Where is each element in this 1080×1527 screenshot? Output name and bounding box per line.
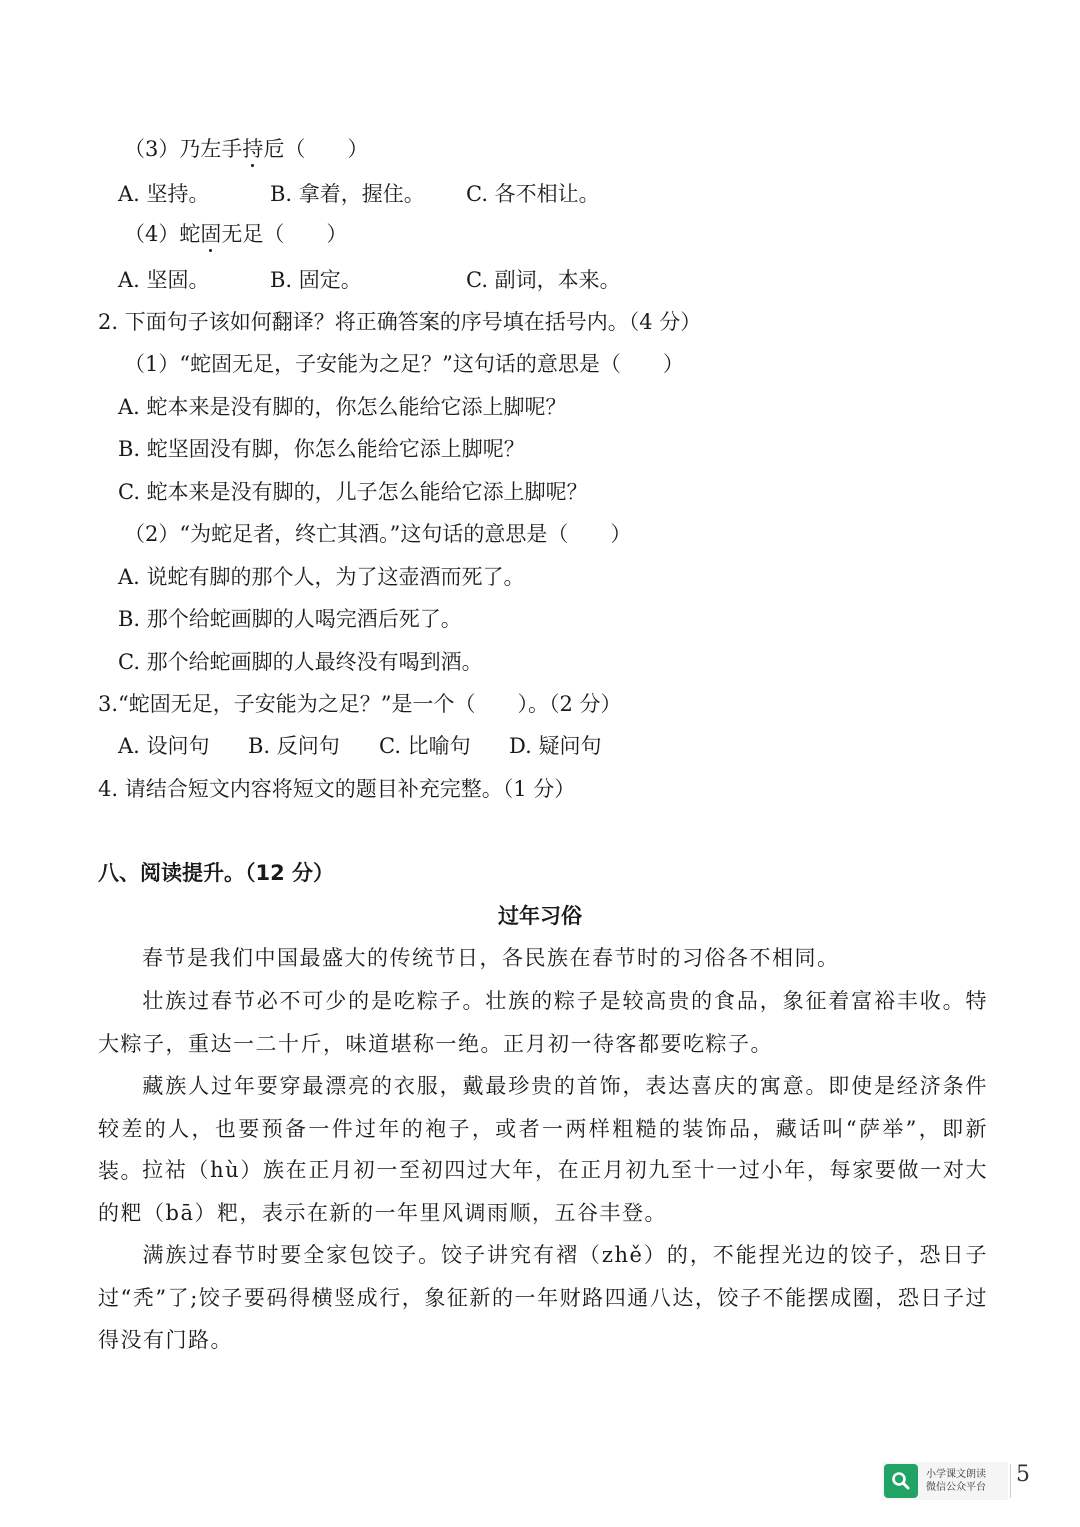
q3-stem: 3.“蛇固无足，子安能为之足？”是一个（ ）。（2 分） bbox=[98, 692, 622, 716]
q1-item4-pre: （4）蛇 bbox=[124, 222, 201, 246]
paragraph-text: 春节是我们中国最盛大的传统节日，各民族在春节时的习俗各不相同。 bbox=[142, 946, 840, 970]
q3-option-a: A. 设问句 bbox=[118, 734, 210, 758]
q1-item3 bbox=[124, 134, 368, 164]
q3-option-b: B. 反问句 bbox=[248, 734, 340, 758]
q1-item3-post: 卮（ ） bbox=[263, 137, 369, 161]
paragraph-text: 壮族过春节必不可少的是吃粽子。壮族的粽子是较高贵的食品，象征着富裕丰收。特大粽子，重达一二十斤，味道堪称一绝。正月初一待客都要吃粽子。 bbox=[98, 989, 988, 1056]
passage-paragraph bbox=[98, 937, 988, 980]
q1-item3-option-b: B. 拿着，握住。 bbox=[270, 182, 425, 206]
logo-line-2: 微信公众平台 bbox=[926, 1482, 986, 1493]
passage-paragraph bbox=[98, 980, 988, 1065]
q2-sub2-option-c: C. 那个给蛇画脚的人最终没有喝到酒。 bbox=[118, 650, 483, 674]
section-heading: 八、阅读提升。（12 分） bbox=[98, 861, 335, 885]
passage-title: 过年习俗 bbox=[498, 904, 582, 928]
passage-paragraph bbox=[98, 1234, 988, 1362]
q2-stem: 2. 下面句子该如何翻译？将正确答案的序号填在括号内。（4 分） bbox=[98, 310, 702, 334]
q1-item4-dotted-char: 固 bbox=[200, 219, 221, 249]
page-number: 5 bbox=[1016, 1462, 1030, 1487]
q1-item3-option-c: C. 各不相让。 bbox=[466, 182, 600, 206]
q1-item4-post: 无足（ ） bbox=[221, 222, 348, 246]
footer-divider bbox=[1010, 1464, 1011, 1498]
paragraph-text: 拉祜（hù）族在正月初一至初四过大年，在正月初九至十一过小年，每家要做一对大的粑（bā）粑，表示在新的一年里风调雨顺，五谷丰登。 bbox=[98, 1158, 988, 1225]
q1-item3-option-a: A. 坚持。 bbox=[118, 182, 210, 206]
q2-sub2: （2）“为蛇足者，终亡其酒。”这句话的意思是（ ） bbox=[124, 522, 632, 546]
q2-sub1: （1）“蛇固无足，子安能为之足？”这句话的意思是（ ） bbox=[124, 352, 684, 376]
q4-stem: 4. 请结合短文内容将短文的题目补充完整。（1 分） bbox=[98, 777, 576, 801]
wechat-platform-logo bbox=[882, 1462, 1008, 1500]
q1-item3-pre: （3）乃左手 bbox=[124, 137, 243, 161]
q2-sub1-option-c: C. 蛇本来是没有脚的，儿子怎么能给它添上脚呢？ bbox=[118, 480, 588, 504]
q1-item4-option-b: B. 固定。 bbox=[270, 268, 362, 292]
q3-option-d: D. 疑问句 bbox=[509, 734, 602, 758]
search-icon bbox=[884, 1464, 918, 1498]
q2-sub1-option-b: B. 蛇坚固没有脚，你怎么能给它添上脚呢？ bbox=[118, 437, 525, 461]
q3-option-c: C. 比喻句 bbox=[379, 734, 471, 758]
q1-item4-option-a: A. 坚固。 bbox=[118, 268, 210, 292]
q1-item4-option-c: C. 副词，本来。 bbox=[466, 268, 621, 292]
logo-line-1: 小学课文朗读 bbox=[926, 1469, 986, 1480]
q2-sub1-option-a: A. 蛇本来是没有脚的，你怎么能给它添上脚呢？ bbox=[118, 395, 567, 419]
q2-sub2-option-a: A. 说蛇有脚的那个人，为了这壶酒而死了。 bbox=[118, 565, 525, 589]
paragraph-text: 藏族人过年要穿最漂亮的衣服，戴最珍贵的首饰，表达喜庆的寓意。即使是经济条件较差的人，也要预备一件过年的袍子，或者一两样粗糙的装饰品，藏话叫“萨举”，即新装。 bbox=[98, 1074, 988, 1183]
q1-item3-dotted-char: 持 bbox=[242, 134, 263, 164]
passage-paragraph bbox=[98, 1149, 988, 1234]
q1-item4 bbox=[124, 219, 347, 249]
q2-sub2-option-b: B. 那个给蛇画脚的人喝完酒后死了。 bbox=[118, 607, 462, 631]
paragraph-text: 满族过春节时要全家包饺子。饺子讲究有褶（zhě）的，不能捏光边的饺子，恐日子过“秃”了;饺子要码得横竖成行，象征新的一年财路四通八达，饺子不能摆成圈，恐日子过得没有门路。 bbox=[98, 1243, 988, 1352]
